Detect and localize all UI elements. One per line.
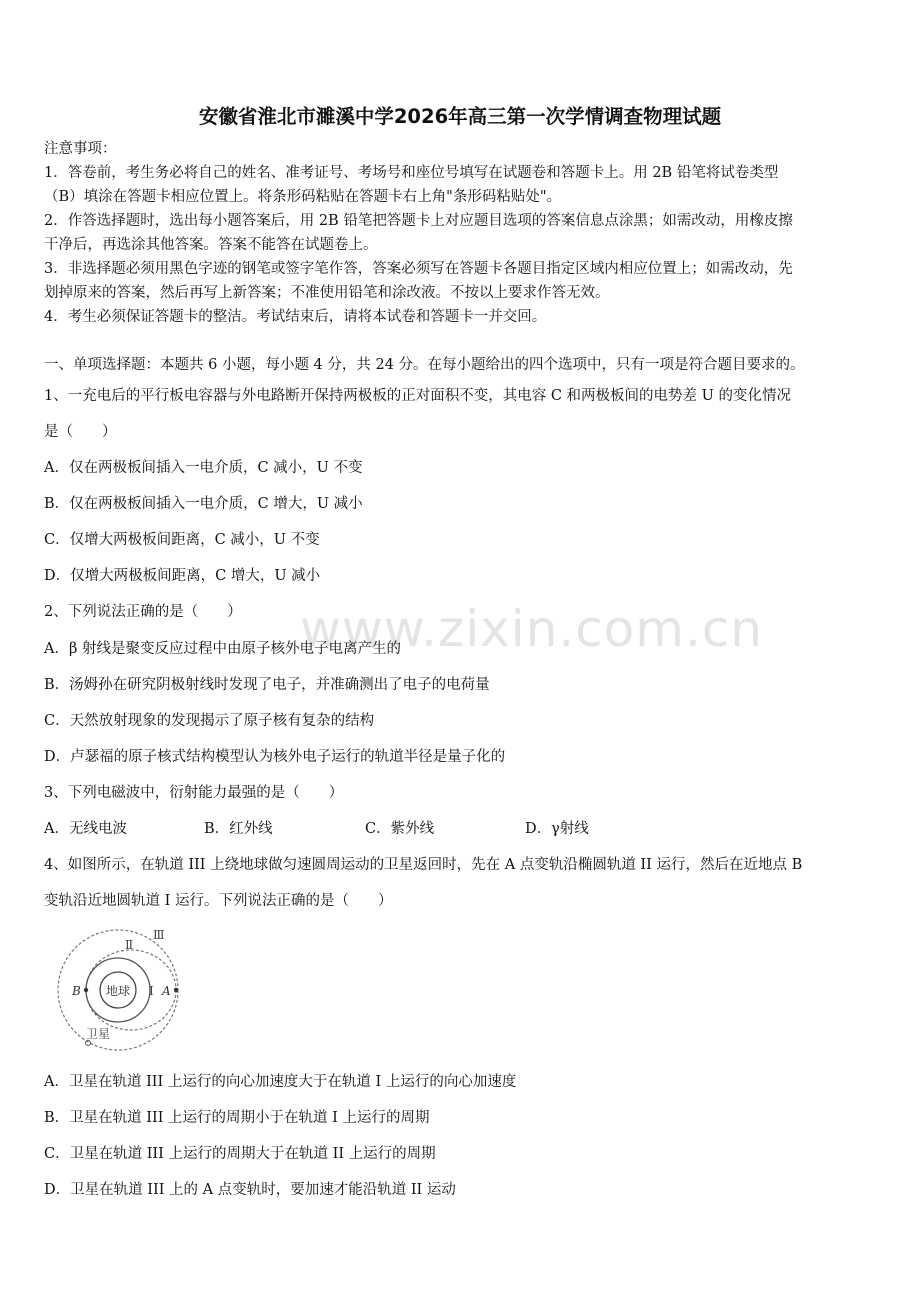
q3-option-d: D．γ射线 (525, 821, 589, 837)
earth-label: 地球 (105, 984, 131, 998)
notes-heading: 注意事项： (44, 141, 117, 157)
q1-option-b: B．仅在两极板间插入一电介质，C 增大，U 减小 (44, 496, 363, 512)
q2-option-a: A．β 射线是聚变反应过程中由原子核外电子电离产生的 (44, 641, 401, 657)
notes-line: 2．作答选择题时，选出每小题答案后，用 2B 铅笔把答题卡上对应题目选项的答案信息点涂黑；如需改动，用橡皮擦 (44, 213, 793, 229)
q4-option-d: D．卫星在轨道 III 上的 A 点变轨时，要加速才能沿轨道 II 运动 (44, 1182, 456, 1198)
q3-option-b: B．红外线 (204, 821, 273, 837)
q1-stem-cont: 是（ ） (44, 424, 117, 440)
notes-line: 划掉原来的答案，然后再写上新答案；不准使用铅笔和涂改液。不按以上要求作答无效。 (44, 285, 610, 301)
q3-option-c: C．紫外线 (365, 821, 435, 837)
q4-option-b: B．卫星在轨道 III 上运行的周期小于在轨道 I 上运行的周期 (44, 1110, 430, 1126)
notes-line: （B）填涂在答题卡相应位置上。将条形码粘贴在答题卡右上角"条形码粘贴处"。 (44, 189, 561, 205)
q1-option-d: D．仅增大两极板间距离，C 增大，U 减小 (44, 568, 321, 584)
q2-option-b: B．汤姆孙在研究阴极射线时发现了电子，并准确测出了电子的电荷量 (44, 677, 490, 693)
orbit-i-label: I (149, 984, 154, 998)
orbit-ii-label: Ⅱ (125, 938, 134, 952)
point-a-marker (174, 988, 178, 992)
page-title: 安徽省淮北市濉溪中学2026年高三第一次学情调查物理试题 (198, 105, 722, 128)
q3-stem: 3、下列电磁波中，衍射能力最强的是（ ） (44, 785, 344, 801)
q4-option-c: C．卫星在轨道 III 上运行的周期大于在轨道 II 上运行的周期 (44, 1146, 436, 1162)
q4-stem-cont: 变轨沿近地圆轨道 I 运行。下列说法正确的是（ ） (44, 893, 393, 909)
q2-option-c: C．天然放射现象的发现揭示了原子核有复杂的结构 (44, 713, 375, 729)
q3-option-a: A．无线电波 (44, 821, 127, 837)
q1-option-a: A．仅在两极板间插入一电介质，C 减小，U 不变 (44, 460, 363, 476)
notes-line: 干净后，再选涂其他答案。答案不能答在试题卷上。 (44, 237, 378, 253)
satellite-label: 卫星 (86, 1027, 111, 1041)
q4-stem: 4、如图所示，在轨道 III 上绕地球做匀速圆周运动的卫星返回时，先在 A 点变轨沿椭圆轨道 II 运行，然后在近地点 B (44, 857, 803, 873)
point-b-marker (84, 988, 88, 992)
q1-stem: 1、一充电后的平行板电容器与外电路断开保持两极板的正对面积不变，其电容 C 和两极板间的电势差 U 的变化情况 (44, 388, 791, 404)
satellite-marker (86, 1041, 91, 1046)
q4-option-a: A．卫星在轨道 III 上运行的向心加速度大于在轨道 I 上运行的向心加速度 (44, 1074, 517, 1090)
notes-line: 4．考生必须保证答题卡的整洁。考试结束后，请将本试卷和答题卡一并交回。 (44, 309, 547, 325)
point-b-label: B (72, 984, 81, 998)
notes-line: 1．答卷前，考生务必将自己的姓名、准考证号、考场号和座位号填写在试题卷和答题卡上。用 2B 铅笔将试卷类型 (44, 165, 779, 181)
q1-option-c: C．仅增大两极板间距离，C 减小，U 不变 (44, 532, 320, 548)
watermark: www.zixin.com.cn (300, 600, 764, 658)
section-heading: 一、单项选择题：本题共 6 小题，每小题 4 分，共 24 分。在每小题给出的四个选项中，只有一项是符合题目要求的。 (44, 357, 805, 373)
notes-line: 3．非选择题必须用黑色字迹的钢笔或签字笔作答，答案必须写在答题卡各题目指定区域内相应位置上；如需改动，先 (44, 261, 793, 277)
q2-stem: 2、下列说法正确的是（ ） (44, 604, 242, 620)
q2-option-d: D．卢瑟福的原子核式结构模型认为核外电子运行的轨道半径是量子化的 (44, 749, 506, 765)
orbit-diagram (52, 926, 192, 1054)
point-a-label: A (162, 984, 171, 998)
orbit-iii-label: Ⅲ (153, 928, 165, 942)
